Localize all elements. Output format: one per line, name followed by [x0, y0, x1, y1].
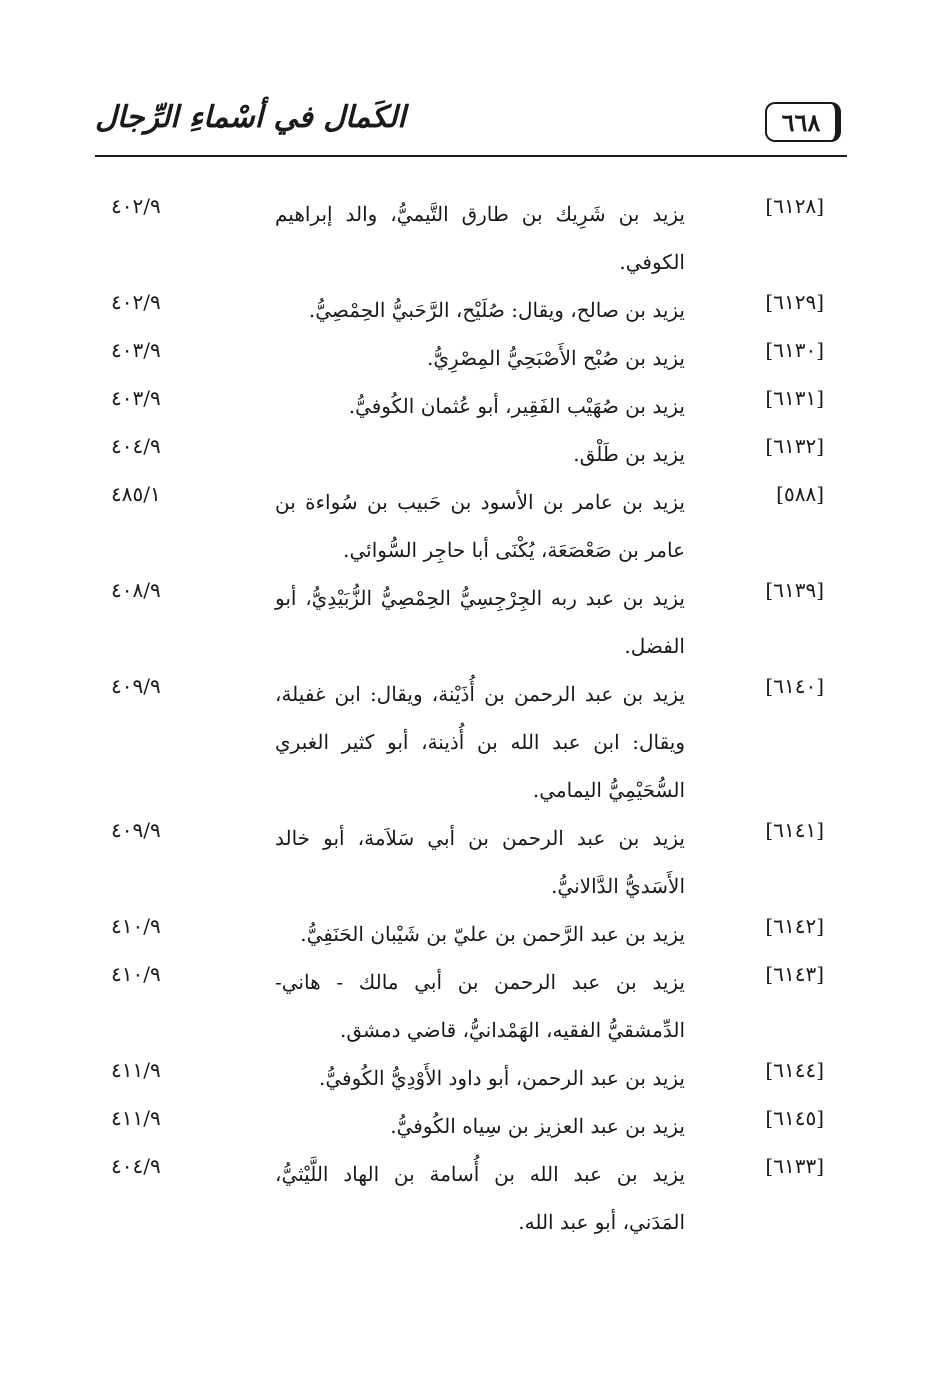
list-item: [0, 430, 941, 478]
list-item: [0, 670, 941, 814]
list-item: [0, 1054, 941, 1102]
entry-reference: ٤٠٤/٩: [111, 1154, 161, 1178]
entry-number: [٦١٣١]: [765, 386, 824, 410]
list-item: [0, 1150, 941, 1246]
list-item: [0, 814, 941, 910]
entry-number: [٥٨٨]: [776, 482, 824, 506]
entry-number: [٦١٢٨]: [765, 194, 824, 218]
entry-reference: ٤٠٩/٩: [111, 674, 161, 698]
header-rule: [95, 155, 847, 157]
list-item: [0, 1102, 941, 1150]
entry-number: [٦١٤٢]: [765, 914, 824, 938]
entry-list: [0, 190, 941, 1246]
page-number: ٦٦٨: [765, 102, 841, 142]
entry-text: يزيد بن طَلْق.: [573, 442, 685, 466]
entry-text: يزيد بن عبد الرحمن بن أبي مالك - هاني- الدِّمشقيُّ الفقيه، الهَمْدانيُّ، قاضي دمشق.: [275, 970, 685, 1042]
list-item: [0, 910, 941, 958]
page-header: [95, 96, 847, 160]
entry-reference: ٤١٠/٩: [111, 914, 161, 938]
entry-number: [٦١٤٠]: [765, 674, 824, 698]
entry-text: يزيد بن شَرِيك بن طارق التَّيميُّ، والد إبراهيم الكوفي.: [275, 202, 685, 274]
list-item: [0, 958, 941, 1054]
running-title: الكَمال في أسْماءِ الرِّجال: [95, 100, 406, 135]
entry-text: يزيد بن عبد الرحمن بن أُذَيْنة، ويقال: ابن غفيلة، ويقال: ابن عبد الله بن أُذينة، أبو كثير الغبري السُّحَيْمِيُّ اليمامي.: [275, 682, 685, 802]
entry-number: [٦١٤٤]: [765, 1058, 824, 1082]
entry-reference: ٤١١/٩: [111, 1106, 161, 1130]
entry-number: [٦١٣٢]: [765, 434, 824, 458]
list-item: [0, 190, 941, 286]
entry-text: يزيد بن صُبْح الأَصْبَحِيُّ المِصْرِيُّ.: [427, 346, 685, 370]
entry-number: [٦١٤٥]: [765, 1106, 824, 1130]
entry-text: يزيد بن صُهَيْب الفَقِير، أبو عُثمان الكُوفيُّ.: [348, 394, 685, 418]
entry-reference: ٤٠٩/٩: [111, 818, 161, 842]
entry-reference: ٤١٠/٩: [111, 962, 161, 986]
entry-number: [٦١٤١]: [765, 818, 824, 842]
entry-reference: ٤٠٢/٩: [111, 194, 161, 218]
entry-text: يزيد بن عبد الرَّحمن بن عليّ بن شَيْبان الحَنَفِيُّ.: [300, 922, 685, 946]
list-item: [0, 334, 941, 382]
entry-text: يزيد بن عبد الرحمن، أبو داود الأَوْدِيُّ الكُوفيُّ.: [319, 1066, 685, 1090]
entry-reference: ٤٠٣/٩: [111, 386, 161, 410]
list-item: [0, 478, 941, 574]
entry-number: [٦١٣٣]: [765, 1154, 824, 1178]
entry-text: يزيد بن صالح، ويقال: صُلَيْح، الرَّحَبيُّ الحِمْصِيُّ.: [308, 298, 685, 322]
entry-text: يزيد بن عبد ربه الجِرْجِسِيُّ الحِمْصِيُّ الزُّبَيْدِيُّ، أبو الفضل.: [275, 586, 685, 658]
entry-reference: ٤٨٥/١: [111, 482, 161, 506]
entry-text: يزيد بن عامر بن الأسود بن حَبيب بن سُواءة بن عامر بن صَعْصَعَة، يُكْنَى أبا حاجِر السُّوائي.: [275, 490, 685, 562]
list-item: [0, 574, 941, 670]
entry-number: [٦١٣٠]: [765, 338, 824, 362]
entry-text: يزيد بن عبد الرحمن بن أبي سَلاَمة، أبو خالد الأَسَديُّ الدَّالانيُّ.: [275, 826, 685, 898]
list-item: [0, 286, 941, 334]
entry-reference: ٤٠٤/٩: [111, 434, 161, 458]
list-item: [0, 382, 941, 430]
entry-reference: ٤٠٢/٩: [111, 290, 161, 314]
entry-number: [٦١٤٣]: [765, 962, 824, 986]
entry-number: [٦١٣٩]: [765, 578, 824, 602]
entry-text: يزيد بن عبد الله بن أُسامة بن الهاد اللَّيْثيُّ، المَدَني، أبو عبد الله.: [275, 1162, 685, 1234]
entry-reference: ٤١١/٩: [111, 1058, 161, 1082]
entry-reference: ٤٠٨/٩: [111, 578, 161, 602]
entry-number: [٦١٢٩]: [765, 290, 824, 314]
entry-text: يزيد بن عبد العزيز بن سِياه الكُوفيُّ.: [390, 1114, 685, 1138]
entry-reference: ٤٠٣/٩: [111, 338, 161, 362]
